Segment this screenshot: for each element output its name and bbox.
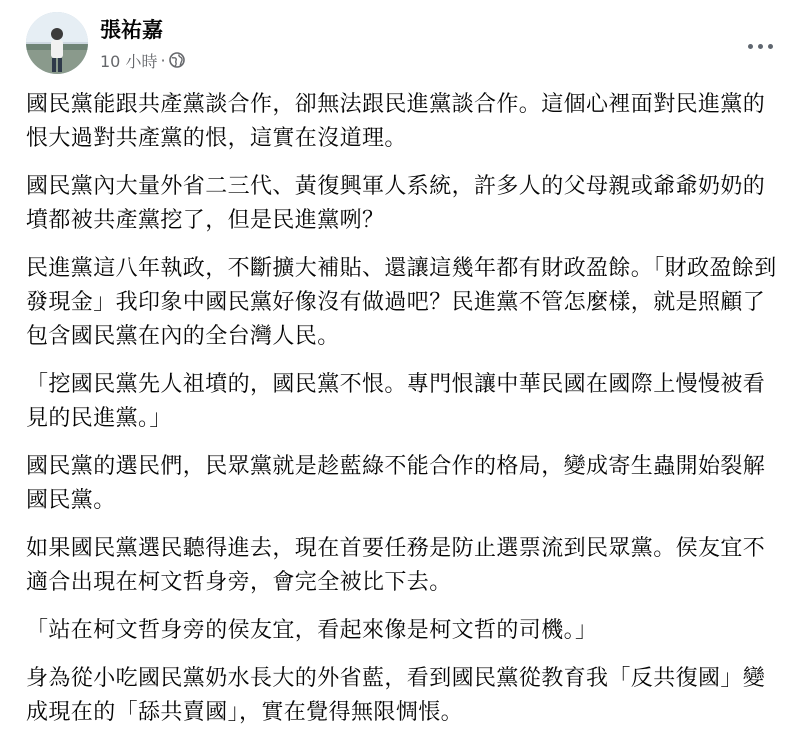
post-time[interactable]: 10 小時 [100,51,158,71]
post-meta [100,50,185,70]
post-paragraph: 身為從小吃國民黨奶水長大的外省藍，看到國民黨從教育我「反共復國」變成現在的「舔共賣國」，實在覺得無限惆悵。 [26,666,766,725]
post-paragraph: 民進黨這八年執政，不斷擴大補貼、還讓這幾年都有財政盈餘。「財政盈餘到發現金」我印象中國民黨好像沒有做過吧？民進黨不管怎麼樣，就是照顧了包含國民黨在內的全台灣人民。 [26,256,777,349]
author-name[interactable]: 張祐嘉 [100,18,163,42]
post-body [26,88,782,744]
post-paragraph: 「挖國民黨先人祖墳的，國民黨不恨。專門恨讓中華民國在國際上慢慢被看見的民進黨。」 [26,372,766,431]
meta-separator: · [160,50,166,70]
post-paragraph: 國民黨內大量外省二三代、黃復興軍人系統，許多人的父母親或爺爺奶奶的墳都被共產黨挖了，但是民進黨咧？ [26,174,766,233]
more-options-icon[interactable] [742,36,778,56]
post-paragraph: 國民黨的選民們，民眾黨就是趁藍綠不能合作的格局，變成寄生蟲開始裂解國民黨。 [26,454,766,513]
avatar[interactable] [26,12,88,74]
post-paragraph: 國民黨能跟共產黨談合作，卻無法跟民進黨談合作。這個心裡面對民進黨的恨大過對共產黨的恨，這實在沒道理。 [26,92,766,151]
post-header [26,8,786,80]
post-paragraph: 如果國民黨選民聽得進去，現在首要任務是防止選票流到民眾黨。侯友宜不適合出現在柯文哲身旁，會完全被比下去。 [26,536,766,595]
post-paragraph: 「站在柯文哲身旁的侯友宜，看起來像是柯文哲的司機。」 [26,618,598,643]
globe-icon[interactable] [169,52,185,68]
avatar-photo [26,12,88,74]
